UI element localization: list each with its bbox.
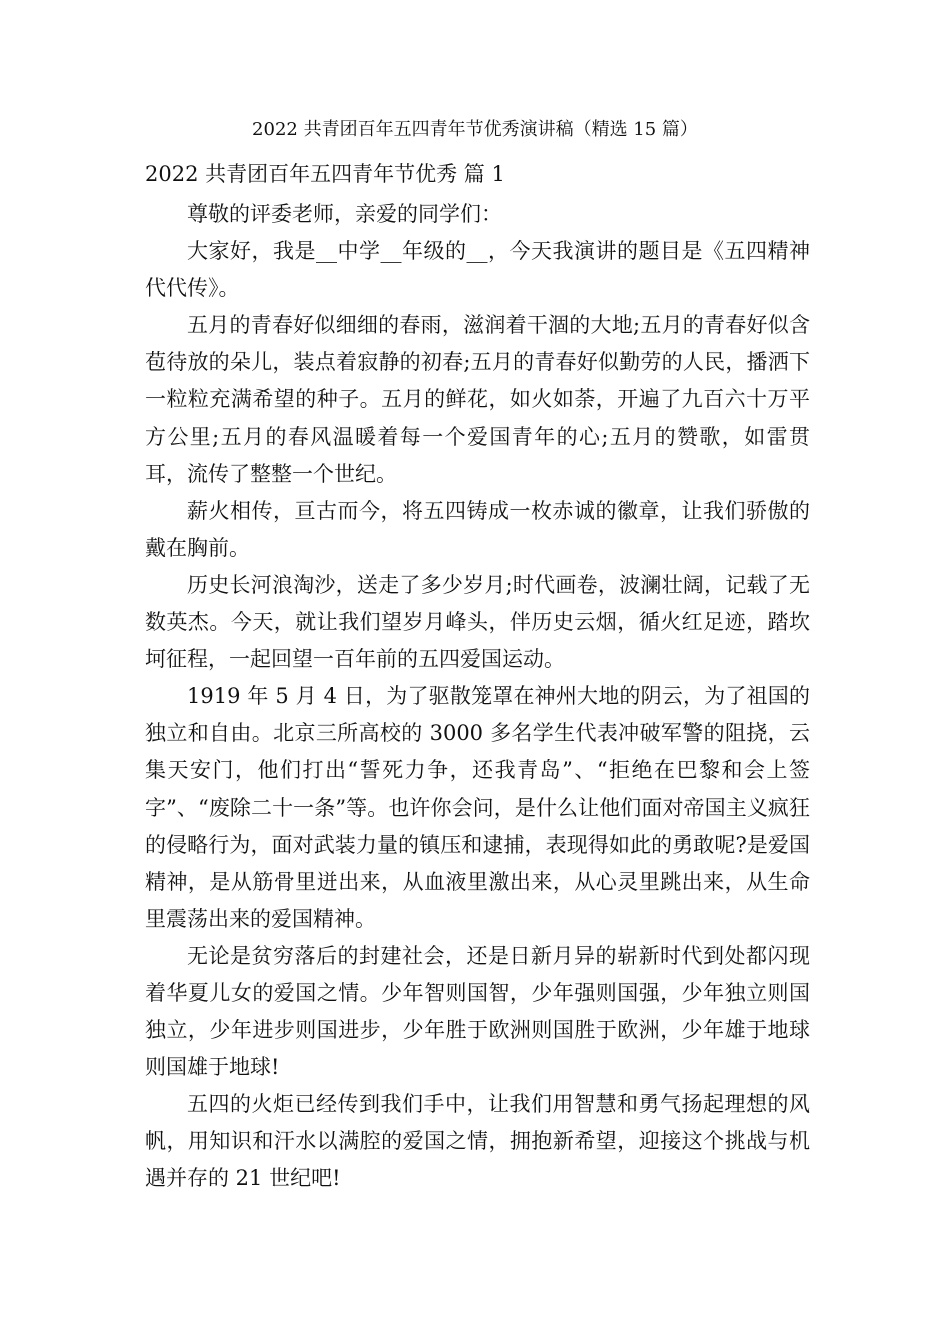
paragraph-torch-passing: 薪火相传，亘古而今，将五四铸成一枚赤诚的徽章，让我们骄傲的戴在胸前。 (145, 498, 810, 560)
paragraph-may-youth: 五月的青春好似细细的春雨，滋润着干涸的大地;五月的青春好似含苞待放的朵儿，装点着寂静的初春;五月的青春好似勤劳的人民，播洒下一粒粒充满希望的种子。五月的鲜花，如火如荼，开遍了九百六十万平方公里;五月的春风温暖着每一个爱国青年的心;五月的赞歌，如雷贯耳，流传了整整一个世纪。 (145, 313, 810, 486)
paragraph-introduction: 大家好，我是__中学__年级的__，今天我演讲的题目是《五四精神代代传》。 (145, 239, 810, 301)
paragraph-patriotism: 无论是贫穷落后的封建社会，还是日新月异的崭新时代到处都闪现着华夏儿女的爱国之情。少年智则国智，少年强则国强，少年独立则国独立，少年进步则国进步，少年胜于欧洲则国胜于欧洲，少年雄于地球则国雄于地球! (145, 943, 810, 1080)
document-body (145, 196, 810, 1198)
paragraph-salutation: 尊敬的评委老师，亲爱的同学们： (187, 202, 502, 226)
paragraph-closing: 五四的火炬已经传到我们手中，让我们用智慧和勇气扬起理想的风帆，用知识和汗水以满腔的爱国之情，拥抱新希望，迎接这个挑战与机遇并存的 21 世纪吧! (145, 1092, 810, 1191)
document-title: 2022 共青团百年五四青年节优秀演讲稿（精选 15 篇） (252, 119, 698, 140)
paragraph-history: 历史长河浪淘沙，送走了多少岁月;时代画卷，波澜壮阔，记载了无数英杰。今天，就让我们望岁月峰头，伴历史云烟，循火红足迹，踏坎坷征程，一起回望一百年前的五四爱国运动。 (145, 572, 810, 672)
paragraph-may-fourth-1919: 1919 年 5 月 4 日，为了驱散笼罩在神州大地的阴云，为了祖国的独立和自由。北京三所高校的 3000 多名学生代表冲破军警的阻挠，云集天安门，他们打出“誓死力争，还我青岛”、“拒绝在巴黎和会上签字”、“废除二十一条”等。也许你会问，是什么让他们面对帝国主义疯狂的侵略行为，面对武装力量的镇压和逮捕，表现得如此的勇敢呢?是爱国精神，是从筋骨里迸出来，从血液里激出来，从心灵里跳出来，从生命里震荡出来的爱国精神。 (145, 684, 810, 931)
section-heading: 2022 共青团百年五四青年节优秀 篇 1 (145, 162, 505, 186)
